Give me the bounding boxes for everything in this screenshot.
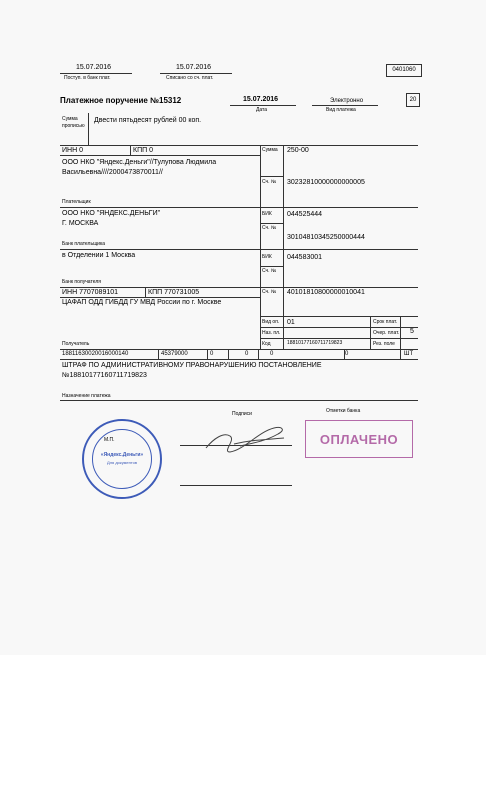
tax-field-period: 0 — [245, 351, 249, 357]
date-debited-label: Списано со сч. плат. — [166, 75, 214, 81]
tax-field-basis: 0 — [210, 351, 214, 357]
grid-line — [130, 145, 131, 155]
date-debited-line — [160, 73, 232, 74]
operation-type-label: Вид оп. — [262, 319, 280, 325]
grid-line — [60, 359, 418, 360]
payment-type-label: Вид платежа — [326, 107, 356, 113]
payee-kpp: КПП 770731005 — [148, 289, 200, 296]
tax-field-oktmo: 45379000 — [161, 351, 188, 357]
grid-line — [60, 155, 260, 156]
order-label: Очер. плат. — [373, 330, 400, 336]
payer-bank-name-line-1: ООО НКО "ЯНДЕКС.ДЕНЬГИ" — [62, 210, 161, 217]
payee-account: 40101810800000010041 — [287, 289, 365, 296]
payer-bank-bik-label: БИК — [262, 211, 272, 217]
purpose-line-2: №18810177160711719823 — [62, 372, 147, 379]
operation-type: 01 — [287, 319, 295, 326]
purpose-line-1: ШТРАФ ПО АДМИНИСТРАТИВНОМУ ПРАВОНАРУШЕНИЮ ПОСТАНОВЛЕНИЕ — [62, 362, 322, 369]
signatures-label: Подписи — [232, 411, 252, 417]
document-date-label: Дата — [256, 107, 268, 113]
payer-name-line-1: ООО НКО "Яндекс.Деньги"//Тулупова Людмила — [62, 159, 217, 166]
grid-line — [60, 145, 418, 146]
payee-bank-bik-label: БИК — [262, 254, 272, 260]
code-label: Код — [262, 341, 271, 347]
payer-bank-bik: 044525444 — [287, 211, 323, 218]
payer-bank-account: 30104810345250000444 — [287, 234, 365, 241]
signature-line-2 — [180, 485, 292, 486]
date-bank-in-label: Поступ. в банк плат. — [64, 75, 111, 81]
amount-words-divider — [88, 113, 89, 145]
payee-bank-role-label: Банк получателя — [62, 279, 101, 285]
grid-line — [60, 249, 418, 250]
payee-inn: ИНН 7707089101 — [62, 289, 119, 296]
document-title: Платежное поручение №15312 — [60, 96, 182, 105]
payer-role-label: Плательщик — [62, 199, 91, 205]
payee-bank-bik: 044583001 — [287, 254, 323, 261]
bank-marks-label: Отметки банка — [326, 408, 361, 414]
payee-name: ЦАФАП ОДД ГИБДД ГУ МВД России по г. Москве — [62, 299, 222, 306]
stamp-center-line-2: Для документов — [107, 460, 137, 465]
grid-line — [260, 223, 283, 224]
amount-words-label-1: Сумма — [62, 116, 78, 122]
grid-line — [60, 400, 418, 401]
payer-account-label: Сч. № — [262, 179, 277, 185]
date-bank-in: 15.07.2016 — [76, 64, 112, 71]
grid-line — [260, 176, 283, 177]
purpose-code-label: Наз. пл. — [262, 330, 281, 336]
grid-line — [228, 349, 229, 359]
grid-line — [400, 349, 401, 359]
payer-bank-name-line-2: Г. МОСКВА — [62, 220, 99, 227]
payee-bank-name: в Отделении 1 Москва — [62, 252, 136, 259]
payer-account: 30232810000000000005 — [287, 179, 365, 186]
payee-bank-account-label: Сч. № — [262, 268, 277, 274]
payee-role-label: Получатель — [62, 341, 90, 347]
date-debited: 15.07.2016 — [176, 64, 212, 71]
tax-field-kbk: 18811630020016000140 — [62, 351, 129, 357]
form-code-box: 0401060 — [386, 64, 422, 77]
amount-words-value: Двести пятьдесят рублей 00 коп. — [94, 117, 202, 124]
grid-line — [60, 287, 418, 288]
grid-line — [370, 316, 371, 349]
status-code-box: 20 — [406, 93, 420, 107]
payer-kpp: КПП 0 — [133, 147, 153, 154]
date-bank-in-line — [60, 73, 132, 74]
grid-line — [260, 266, 283, 267]
code-value: 18810177160711719823 — [287, 340, 343, 346]
payer-bank-account-label: Сч. № — [262, 225, 277, 231]
purpose-label: Назначение платежа — [62, 393, 111, 399]
payment-type-line — [312, 105, 378, 106]
tax-field-type: ШТ — [404, 351, 414, 357]
round-stamp-inner-ring — [92, 429, 152, 489]
term-label: Срок плат. — [373, 319, 398, 325]
paid-stamp: ОПЛАЧЕНО — [305, 420, 413, 458]
grid-line — [158, 349, 159, 359]
payee-account-label: Сч. № — [262, 289, 277, 295]
grid-line — [258, 349, 259, 359]
payment-type: Электронно — [330, 98, 364, 104]
document-date-line — [230, 105, 296, 106]
order-value: 5 — [410, 328, 414, 335]
reserve-label: Рез. поле — [373, 341, 395, 347]
payer-bank-role-label: Банк плательщика — [62, 241, 106, 247]
grid-line — [400, 316, 401, 349]
grid-line — [60, 207, 418, 208]
grid-line — [145, 287, 146, 297]
sum-value: 250-00 — [287, 147, 309, 154]
tax-field-date: 0 — [345, 351, 349, 357]
grid-line — [207, 349, 208, 359]
signature-scribble — [200, 418, 290, 456]
stamp-center-line-1: «Яндекс.Деньги» — [100, 452, 144, 458]
tax-field-number: 0 — [270, 351, 274, 357]
grid-line — [283, 145, 284, 349]
sum-label: Сумма — [262, 147, 278, 153]
grid-line — [260, 145, 261, 349]
document-date: 15.07.2016 — [243, 96, 279, 103]
amount-words-label-2: прописью — [62, 123, 85, 129]
seal-place-label: М.П. — [104, 437, 115, 443]
payer-inn: ИНН 0 — [62, 147, 83, 154]
payer-name-line-2: Васильевна////2000473870011// — [62, 169, 163, 176]
grid-line — [60, 297, 260, 298]
grid-line — [60, 349, 418, 350]
